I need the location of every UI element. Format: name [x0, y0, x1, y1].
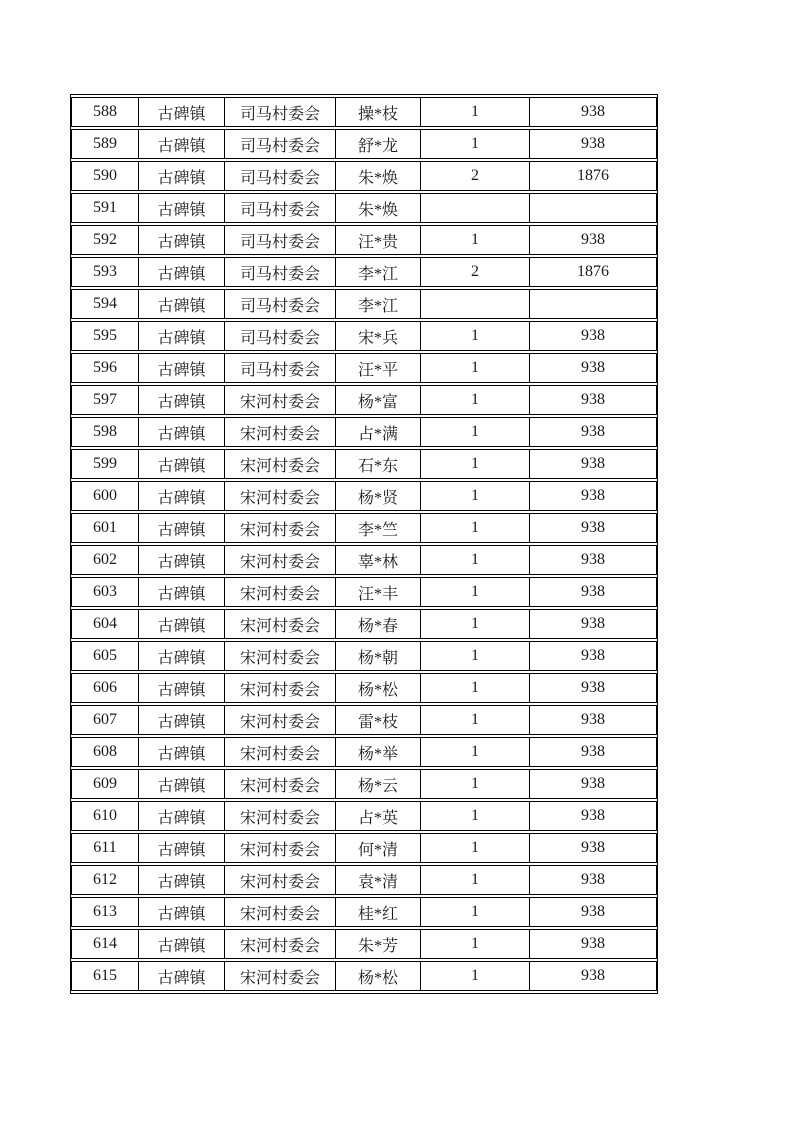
cell-count: 1 [421, 513, 530, 543]
cell-name: 杨*松 [336, 673, 421, 703]
cell-count: 1 [421, 673, 530, 703]
cell-town: 古碑镇 [139, 801, 225, 831]
cell-village: 宋河村委会 [225, 609, 336, 639]
cell-seq: 593 [71, 257, 139, 287]
cell-village: 宋河村委会 [225, 929, 336, 959]
cell-town: 古碑镇 [139, 289, 225, 319]
cell-village: 司马村委会 [225, 97, 336, 127]
cell-count: 1 [421, 609, 530, 639]
cell-seq: 602 [71, 545, 139, 575]
table-row [71, 513, 657, 543]
cell-amount: 938 [530, 353, 657, 383]
cell-town: 古碑镇 [139, 833, 225, 863]
table-row [71, 961, 657, 991]
cell-name: 杨*朝 [336, 641, 421, 671]
cell-amount: 938 [530, 641, 657, 671]
cell-village: 宋河村委会 [225, 513, 336, 543]
cell-town: 古碑镇 [139, 449, 225, 479]
cell-count: 1 [421, 737, 530, 767]
cell-amount: 938 [530, 417, 657, 447]
cell-town: 古碑镇 [139, 481, 225, 511]
cell-town: 古碑镇 [139, 641, 225, 671]
cell-count: 1 [421, 833, 530, 863]
cell-name: 朱*焕 [336, 193, 421, 223]
cell-amount: 938 [530, 481, 657, 511]
cell-name: 杨*松 [336, 961, 421, 991]
cell-village: 宋河村委会 [225, 833, 336, 863]
cell-village: 宋河村委会 [225, 417, 336, 447]
cell-seq: 604 [71, 609, 139, 639]
cell-seq: 605 [71, 641, 139, 671]
cell-village: 宋河村委会 [225, 897, 336, 927]
cell-count: 1 [421, 481, 530, 511]
cell-village: 宋河村委会 [225, 673, 336, 703]
cell-seq: 613 [71, 897, 139, 927]
table-row [71, 865, 657, 895]
cell-name: 汪*平 [336, 353, 421, 383]
cell-count: 2 [421, 257, 530, 287]
cell-village: 司马村委会 [225, 289, 336, 319]
cell-town: 古碑镇 [139, 545, 225, 575]
cell-town: 古碑镇 [139, 673, 225, 703]
cell-amount: 938 [530, 705, 657, 735]
cell-seq: 589 [71, 129, 139, 159]
cell-name: 操*枝 [336, 97, 421, 127]
cell-seq: 592 [71, 225, 139, 255]
table-row [71, 417, 657, 447]
cell-name: 李*江 [336, 257, 421, 287]
cell-town: 古碑镇 [139, 385, 225, 415]
table-row [71, 385, 657, 415]
cell-village: 司马村委会 [225, 193, 336, 223]
cell-count: 1 [421, 321, 530, 351]
cell-seq: 607 [71, 705, 139, 735]
table-row [71, 289, 657, 319]
table-body [71, 97, 657, 991]
cell-town: 古碑镇 [139, 97, 225, 127]
table-row [71, 353, 657, 383]
cell-count: 1 [421, 929, 530, 959]
cell-count: 1 [421, 705, 530, 735]
cell-seq: 609 [71, 769, 139, 799]
cell-seq: 615 [71, 961, 139, 991]
table-row [71, 801, 657, 831]
cell-seq: 608 [71, 737, 139, 767]
cell-count: 1 [421, 961, 530, 991]
cell-town: 古碑镇 [139, 129, 225, 159]
cell-village: 宋河村委会 [225, 449, 336, 479]
table-row [71, 449, 657, 479]
cell-seq: 610 [71, 801, 139, 831]
cell-village: 司马村委会 [225, 353, 336, 383]
cell-name: 杨*春 [336, 609, 421, 639]
cell-amount: 938 [530, 129, 657, 159]
cell-village: 宋河村委会 [225, 481, 336, 511]
cell-town: 古碑镇 [139, 897, 225, 927]
cell-seq: 591 [71, 193, 139, 223]
cell-village: 司马村委会 [225, 225, 336, 255]
cell-village: 宋河村委会 [225, 577, 336, 607]
table-row [71, 577, 657, 607]
cell-town: 古碑镇 [139, 865, 225, 895]
table-row [71, 545, 657, 575]
cell-amount: 938 [530, 769, 657, 799]
table-row [71, 321, 657, 351]
cell-amount: 938 [530, 801, 657, 831]
cell-amount: 938 [530, 961, 657, 991]
cell-town: 古碑镇 [139, 769, 225, 799]
cell-count: 1 [421, 641, 530, 671]
cell-village: 宋河村委会 [225, 641, 336, 671]
cell-seq: 606 [71, 673, 139, 703]
cell-name: 舒*龙 [336, 129, 421, 159]
cell-name: 桂*红 [336, 897, 421, 927]
cell-name: 占*满 [336, 417, 421, 447]
cell-seq: 590 [71, 161, 139, 191]
cell-name: 朱*焕 [336, 161, 421, 191]
cell-name: 杨*贤 [336, 481, 421, 511]
cell-name: 杨*云 [336, 769, 421, 799]
cell-village: 司马村委会 [225, 129, 336, 159]
cell-town: 古碑镇 [139, 321, 225, 351]
cell-amount: 938 [530, 321, 657, 351]
cell-seq: 612 [71, 865, 139, 895]
cell-amount: 938 [530, 545, 657, 575]
cell-village: 宋河村委会 [225, 705, 336, 735]
table-row [71, 161, 657, 191]
cell-seq: 598 [71, 417, 139, 447]
cell-count [421, 193, 530, 223]
table-row [71, 129, 657, 159]
table-row [71, 705, 657, 735]
cell-village: 宋河村委会 [225, 737, 336, 767]
cell-count: 1 [421, 385, 530, 415]
table-row [71, 225, 657, 255]
cell-seq: 603 [71, 577, 139, 607]
cell-seq: 600 [71, 481, 139, 511]
cell-village: 宋河村委会 [225, 865, 336, 895]
cell-amount: 938 [530, 673, 657, 703]
table-row [71, 929, 657, 959]
cell-amount: 938 [530, 609, 657, 639]
table-row [71, 257, 657, 287]
cell-count: 1 [421, 129, 530, 159]
cell-count: 1 [421, 545, 530, 575]
cell-seq: 611 [71, 833, 139, 863]
cell-amount [530, 289, 657, 319]
cell-seq: 614 [71, 929, 139, 959]
cell-amount: 938 [530, 865, 657, 895]
cell-village: 宋河村委会 [225, 801, 336, 831]
cell-town: 古碑镇 [139, 513, 225, 543]
cell-town: 古碑镇 [139, 257, 225, 287]
cell-count [421, 289, 530, 319]
cell-seq: 597 [71, 385, 139, 415]
table-row [71, 673, 657, 703]
cell-town: 古碑镇 [139, 193, 225, 223]
cell-amount: 938 [530, 513, 657, 543]
cell-count: 1 [421, 225, 530, 255]
cell-town: 古碑镇 [139, 577, 225, 607]
cell-village: 宋河村委会 [225, 961, 336, 991]
cell-town: 古碑镇 [139, 705, 225, 735]
table-row [71, 609, 657, 639]
cell-name: 李*江 [336, 289, 421, 319]
cell-name: 杨*举 [336, 737, 421, 767]
cell-town: 古碑镇 [139, 929, 225, 959]
cell-count: 1 [421, 577, 530, 607]
cell-count: 1 [421, 769, 530, 799]
cell-count: 1 [421, 417, 530, 447]
cell-name: 占*英 [336, 801, 421, 831]
table-row [71, 737, 657, 767]
cell-amount: 1876 [530, 161, 657, 191]
cell-seq: 595 [71, 321, 139, 351]
cell-seq: 596 [71, 353, 139, 383]
cell-name: 汪*贵 [336, 225, 421, 255]
cell-count: 1 [421, 353, 530, 383]
cell-amount: 938 [530, 577, 657, 607]
cell-town: 古碑镇 [139, 161, 225, 191]
cell-seq: 594 [71, 289, 139, 319]
cell-amount: 938 [530, 897, 657, 927]
cell-name: 石*东 [336, 449, 421, 479]
cell-seq: 601 [71, 513, 139, 543]
cell-name: 袁*清 [336, 865, 421, 895]
cell-name: 汪*丰 [336, 577, 421, 607]
cell-count: 2 [421, 161, 530, 191]
table-row [71, 641, 657, 671]
cell-amount: 1876 [530, 257, 657, 287]
cell-village: 司马村委会 [225, 321, 336, 351]
cell-village: 宋河村委会 [225, 769, 336, 799]
beneficiary-table [70, 94, 658, 994]
cell-name: 宋*兵 [336, 321, 421, 351]
table-row [71, 97, 657, 127]
cell-town: 古碑镇 [139, 737, 225, 767]
table-row [71, 833, 657, 863]
cell-amount: 938 [530, 449, 657, 479]
cell-seq: 599 [71, 449, 139, 479]
cell-name: 李*竺 [336, 513, 421, 543]
cell-name: 朱*芳 [336, 929, 421, 959]
cell-count: 1 [421, 801, 530, 831]
cell-count: 1 [421, 449, 530, 479]
cell-town: 古碑镇 [139, 609, 225, 639]
cell-amount: 938 [530, 929, 657, 959]
cell-name: 杨*富 [336, 385, 421, 415]
cell-name: 辜*林 [336, 545, 421, 575]
cell-town: 古碑镇 [139, 225, 225, 255]
cell-town: 古碑镇 [139, 353, 225, 383]
cell-amount: 938 [530, 385, 657, 415]
cell-seq: 588 [71, 97, 139, 127]
cell-village: 司马村委会 [225, 161, 336, 191]
cell-amount: 938 [530, 737, 657, 767]
cell-amount: 938 [530, 97, 657, 127]
table-row [71, 481, 657, 511]
table-row [71, 193, 657, 223]
cell-count: 1 [421, 897, 530, 927]
cell-name: 何*清 [336, 833, 421, 863]
cell-village: 司马村委会 [225, 257, 336, 287]
cell-village: 宋河村委会 [225, 545, 336, 575]
table-row [71, 897, 657, 927]
cell-village: 宋河村委会 [225, 385, 336, 415]
cell-count: 1 [421, 865, 530, 895]
cell-town: 古碑镇 [139, 961, 225, 991]
cell-name: 雷*枝 [336, 705, 421, 735]
cell-amount: 938 [530, 225, 657, 255]
cell-town: 古碑镇 [139, 417, 225, 447]
cell-amount: 938 [530, 833, 657, 863]
table-row [71, 769, 657, 799]
cell-amount [530, 193, 657, 223]
cell-count: 1 [421, 97, 530, 127]
